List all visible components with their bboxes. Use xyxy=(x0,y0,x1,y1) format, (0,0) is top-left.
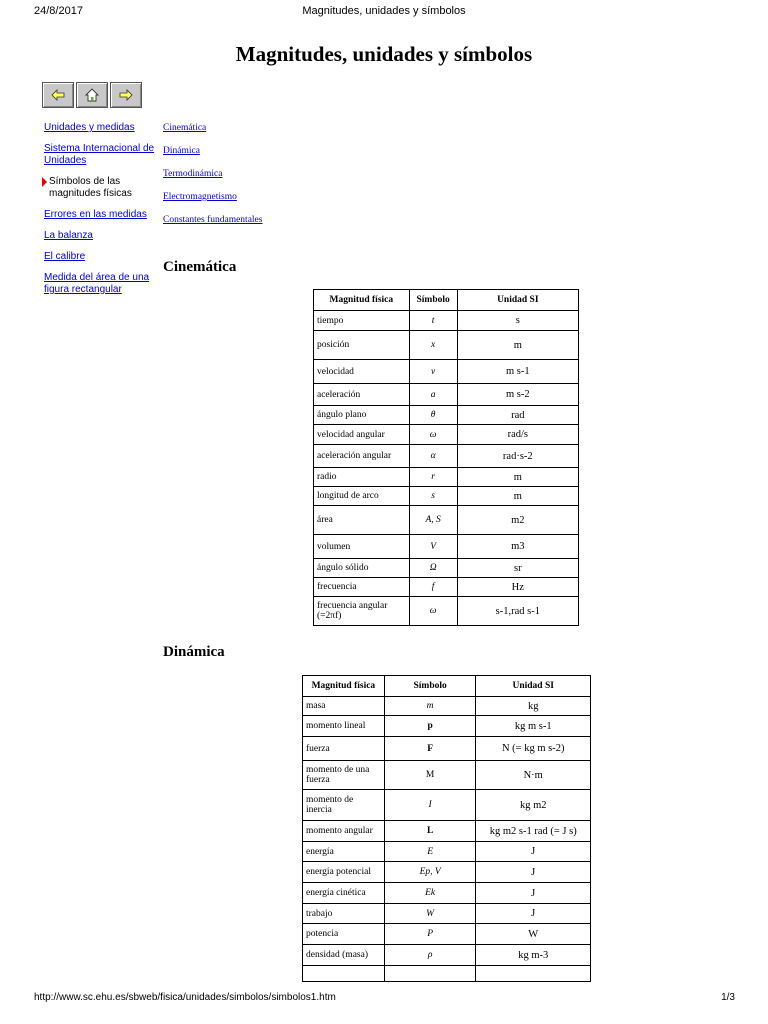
unit-cell: m xyxy=(457,487,578,506)
symbol-cell: r xyxy=(409,468,457,487)
symbol-cell: Ω xyxy=(409,559,457,578)
unit-cell: m s-2 xyxy=(457,384,578,406)
table-dinamica xyxy=(302,675,591,982)
magnitud-cell: ángulo sólido xyxy=(314,559,410,578)
magnitud-cell: frecuencia xyxy=(314,578,410,597)
topic-cinematica[interactable]: Cinemática xyxy=(163,123,207,133)
nav-simbolos-label: Símbolos de las magnitudes físicas xyxy=(49,176,132,199)
symbol-cell: M xyxy=(384,761,476,790)
print-footer xyxy=(0,992,768,1012)
col-header-unidad: Unidad SI xyxy=(457,290,578,311)
table-row xyxy=(303,904,591,924)
print-url: http://www.sc.ehu.es/sbweb/fisica/unidades/simbolos/simbolos1.htm xyxy=(34,992,336,1003)
symbol-cell: V xyxy=(409,535,457,559)
unit-cell: m xyxy=(457,331,578,360)
magnitud-cell: aceleración angular xyxy=(314,445,410,468)
symbol-cell: Ep, V xyxy=(384,862,476,883)
unit-cell: rad·s-2 xyxy=(457,445,578,468)
magnitud-cell: velocidad angular xyxy=(314,425,410,445)
topic-links xyxy=(163,122,262,237)
table-row xyxy=(314,506,579,535)
nav-medida-area[interactable]: Medida del área de una figura rectangular xyxy=(44,272,150,295)
print-title: Magnitudes, unidades y símbolos xyxy=(302,5,466,17)
symbol-cell: I xyxy=(384,790,476,821)
table-row xyxy=(303,821,591,842)
magnitud-cell: volumen xyxy=(314,535,410,559)
symbol-cell: ω xyxy=(409,425,457,445)
col-header-magnitud: Magnitud física xyxy=(303,676,385,697)
symbol-cell: E xyxy=(384,842,476,862)
magnitud-cell: fuerza xyxy=(303,737,385,761)
magnitud-cell: área xyxy=(314,506,410,535)
table-row xyxy=(314,425,579,445)
table-row xyxy=(303,697,591,716)
magnitud-cell: frecuencia angular (=2πf) xyxy=(314,597,410,626)
symbol-cell: v xyxy=(409,360,457,384)
unit-cell: J xyxy=(476,842,591,862)
table-row xyxy=(303,966,591,982)
magnitud-cell: momento lineal xyxy=(303,716,385,737)
unit-cell: s xyxy=(457,311,578,331)
symbol-cell: f xyxy=(409,578,457,597)
table-row xyxy=(314,384,579,406)
table-row xyxy=(314,406,579,425)
unit-cell: sr xyxy=(457,559,578,578)
current-page-marker-icon xyxy=(42,177,47,187)
table-row xyxy=(314,360,579,384)
col-header-simbolo: Símbolo xyxy=(384,676,476,697)
table-row xyxy=(314,311,579,331)
topic-dinamica[interactable]: Dinámica xyxy=(163,146,200,156)
magnitud-cell: aceleración xyxy=(314,384,410,406)
unit-cell: Hz xyxy=(457,578,578,597)
table-row xyxy=(314,535,579,559)
unit-cell: J xyxy=(476,883,591,904)
symbol-cell: θ xyxy=(409,406,457,425)
unit-cell: rad/s xyxy=(457,425,578,445)
magnitud-cell: posición xyxy=(314,331,410,360)
unit-cell: kg m-3 xyxy=(476,945,591,966)
unit-cell xyxy=(476,966,591,982)
table-row xyxy=(314,445,579,468)
unit-cell: s-1,rad s-1 xyxy=(457,597,578,626)
nav-sistema-internacional[interactable]: Sistema Internacional de Unidades xyxy=(44,143,155,166)
unit-cell: kg xyxy=(476,697,591,716)
nav-simbolos-current xyxy=(44,176,156,200)
unit-cell: N (= kg m s-2) xyxy=(476,737,591,761)
magnitud-cell: energía xyxy=(303,842,385,862)
magnitud-cell: masa xyxy=(303,697,385,716)
table-row xyxy=(303,945,591,966)
col-header-simbolo: Símbolo xyxy=(409,290,457,311)
unit-cell: J xyxy=(476,862,591,883)
unit-cell: kg m2 s-1 rad (= J s) xyxy=(476,821,591,842)
unit-cell: kg m s-1 xyxy=(476,716,591,737)
magnitud-cell: energía cinética xyxy=(303,883,385,904)
magnitud-cell: momento de inercia xyxy=(303,790,385,821)
magnitud-cell: ángulo plano xyxy=(314,406,410,425)
table-row xyxy=(314,559,579,578)
magnitud-cell: energía potencial xyxy=(303,862,385,883)
topic-constantes[interactable]: Constantes fundamentales xyxy=(163,215,263,225)
symbol-cell: P xyxy=(384,924,476,945)
table-row xyxy=(303,761,591,790)
table-row xyxy=(303,842,591,862)
symbol-cell: F xyxy=(384,737,476,761)
nav-balanza[interactable]: La balanza xyxy=(44,230,93,241)
unit-cell: W xyxy=(476,924,591,945)
table-row xyxy=(303,737,591,761)
unit-cell: rad xyxy=(457,406,578,425)
col-header-unidad: Unidad SI xyxy=(476,676,591,697)
nav-calibre[interactable]: El calibre xyxy=(44,251,86,262)
magnitud-cell: velocidad xyxy=(314,360,410,384)
magnitud-cell: momento angular xyxy=(303,821,385,842)
unit-cell: N·m xyxy=(476,761,591,790)
unit-cell: m s-1 xyxy=(457,360,578,384)
symbol-cell: m xyxy=(384,697,476,716)
print-date: 24/8/2017 xyxy=(34,5,83,17)
symbol-cell: p xyxy=(384,716,476,737)
unit-cell: m xyxy=(457,468,578,487)
symbol-cell: L xyxy=(384,821,476,842)
arrow-right-icon xyxy=(119,89,133,101)
magnitud-cell: densidad (masa) xyxy=(303,945,385,966)
symbol-cell: W xyxy=(384,904,476,924)
col-header-magnitud: Magnitud física xyxy=(314,290,410,311)
magnitud-cell: trabajo xyxy=(303,904,385,924)
table-header-row xyxy=(314,290,579,311)
table-row xyxy=(303,883,591,904)
symbol-cell: s xyxy=(409,487,457,506)
section-heading-cinematica: Cinemática xyxy=(163,259,237,275)
unit-cell: m2 xyxy=(457,506,578,535)
magnitud-cell: longitud de arco xyxy=(314,487,410,506)
page-title: Magnitudes, unidades y símbolos xyxy=(235,42,533,66)
unit-cell: kg m2 xyxy=(476,790,591,821)
table-row xyxy=(314,468,579,487)
symbol-cell: α xyxy=(409,445,457,468)
unit-cell: J xyxy=(476,904,591,924)
nav-unidades-medidas[interactable]: Unidades y medidas xyxy=(44,122,135,133)
symbol-cell: x xyxy=(409,331,457,360)
symbol-cell: t xyxy=(409,311,457,331)
topic-electromagnetismo[interactable]: Electromagnetismo xyxy=(163,192,237,202)
home-button[interactable] xyxy=(76,82,108,108)
nav-buttons xyxy=(42,82,144,108)
symbol-cell: A, S xyxy=(409,506,457,535)
table-cinematica xyxy=(313,289,579,626)
unit-cell: m3 xyxy=(457,535,578,559)
symbol-cell: ω xyxy=(409,597,457,626)
nav-errores[interactable]: Errores en las medidas xyxy=(44,209,147,220)
table-row xyxy=(314,331,579,360)
magnitud-cell: radio xyxy=(314,468,410,487)
table-row xyxy=(303,716,591,737)
section-heading-dinamica: Dinámica xyxy=(163,644,225,660)
table-row xyxy=(314,578,579,597)
print-header xyxy=(0,0,768,20)
print-page-number: 1/3 xyxy=(721,992,735,1003)
magnitud-cell: tiempo xyxy=(314,311,410,331)
back-button[interactable] xyxy=(42,82,74,108)
table-row xyxy=(303,924,591,945)
magnitud-cell: momento de una fuerza xyxy=(303,761,385,790)
table-header-row xyxy=(303,676,591,697)
magnitud-cell xyxy=(303,966,385,982)
home-icon xyxy=(84,87,100,103)
symbol-cell: Ek xyxy=(384,883,476,904)
symbol-cell: ρ xyxy=(384,945,476,966)
symbol-cell xyxy=(384,966,476,982)
left-nav xyxy=(44,122,156,305)
topic-termodinamica[interactable]: Termodinámica xyxy=(163,169,223,179)
table-row xyxy=(303,790,591,821)
table-row xyxy=(303,862,591,883)
table-row xyxy=(314,487,579,506)
arrow-left-icon xyxy=(51,89,65,101)
magnitud-cell: potencia xyxy=(303,924,385,945)
table-row xyxy=(314,597,579,626)
symbol-cell: a xyxy=(409,384,457,406)
forward-button[interactable] xyxy=(110,82,142,108)
